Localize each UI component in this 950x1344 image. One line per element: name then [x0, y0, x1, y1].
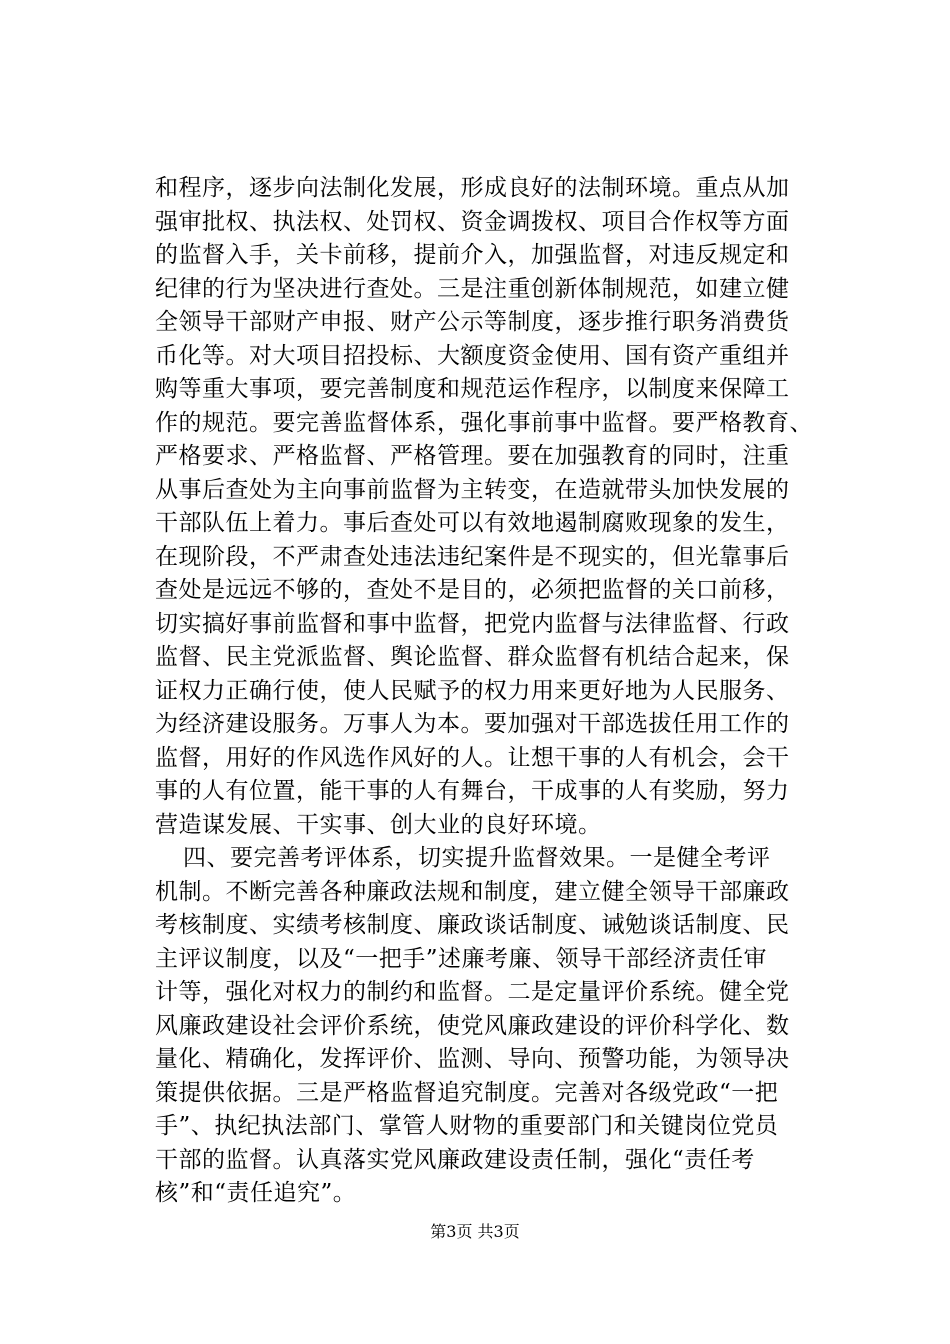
text-line: 手”、执纪执法部门、掌管人财物的重要部门和关键岗位党员: [155, 1113, 779, 1139]
text-line: 干部队伍上着力。事后查处可以有效地遏制腐败现象的发生，: [155, 510, 790, 536]
text-line: 切实搞好事前监督和事中监督，把党内监督与法律监督、行政: [155, 610, 790, 637]
text-line: 纪律的行为坚决进行查处。三是注重创新体制规范，如建立健: [155, 275, 790, 302]
text-line: 核”和“责任追究”。: [155, 1180, 357, 1206]
text-line: 查处是远远不够的，查处不是目的，必须把监督的关口前移，: [155, 577, 790, 603]
text-line: 量化、精确化，发挥评价、监测、导向、预警功能，为领导决: [155, 1046, 790, 1072]
text-line: 风廉政建设社会评价系统，使党风廉政建设的评价科学化、数: [155, 1012, 790, 1039]
paragraph-start-line: 四、要完善考评体系，切实提升监督效果。一是健全考评: [183, 845, 771, 871]
text-line: 强审批权、执法权、处罚权、资金调拨权、项目合作权等方面: [155, 208, 790, 235]
text-line: 和程序，逐步向法制化发展，形成良好的法制环境。重点从加: [155, 175, 790, 201]
text-line: 主评议制度，以及“一把手”述廉考廉、领导干部经济责任审: [155, 945, 768, 972]
text-line: 作的规范。要完善监督体系，强化事前事中监督。要严格教育、: [155, 409, 813, 436]
text-line: 从事后查处为主向事前监督为主转变，在造就带头加快发展的: [155, 476, 790, 503]
text-line: 监督，用好的作风选作风好的人。让想干事的人有机会，会干: [155, 744, 790, 771]
text-line: 事的人有位置，能干事的人有舞台，干成事的人有奖励，努力: [155, 778, 790, 804]
text-line: 干部的监督。认真落实党风廉政建设责任制，强化“责任考: [155, 1146, 755, 1173]
text-line: 为经济建设服务。万事人为本。要加强对干部选拔任用工作的: [155, 711, 790, 737]
text-line: 购等重大事项，要完善制度和规范运作程序，以制度来保障工: [155, 376, 790, 402]
text-line: 全领导干部财产申报、财产公示等制度，逐步推行职务消费货: [155, 309, 790, 335]
text-line: 营造谋发展、干实事、创大业的良好环境。: [155, 811, 602, 838]
text-line: 严格要求、严格监督、严格管理。要在加强教育的同时，注重: [155, 443, 790, 469]
document-body: [155, 172, 813, 1211]
text-line: 监督、民主党派监督、舆论监督、群众监督有机结合起来，保: [155, 644, 790, 670]
text-line: 证权力正确行使，使人民赋予的权力用来更好地为人民服务、: [155, 677, 790, 704]
text-line: 币化等。对大项目招投标、大额度资金使用、国有资产重组并: [155, 342, 790, 369]
text-line: 机制。不断完善各种廉政法规和制度，建立健全领导干部廉政: [155, 878, 790, 905]
text-line: 考核制度、实绩考核制度、廉政谈话制度、诫勉谈话制度、民: [155, 912, 790, 938]
text-line: 计等，强化对权力的制约和监督。二是定量评价系统。健全党: [155, 979, 790, 1005]
text-line: 策提供依据。三是严格监督追究制度。完善对各级党政“一把: [155, 1079, 779, 1106]
text-line: 在现阶段，不严肃查处违法违纪案件是不现实的，但光靠事后: [155, 543, 790, 570]
text-line: 的监督入手，关卡前移，提前介入，加强监督，对违反规定和: [155, 242, 790, 268]
page-number-footer: 第3页 共3页: [430, 1222, 520, 1241]
